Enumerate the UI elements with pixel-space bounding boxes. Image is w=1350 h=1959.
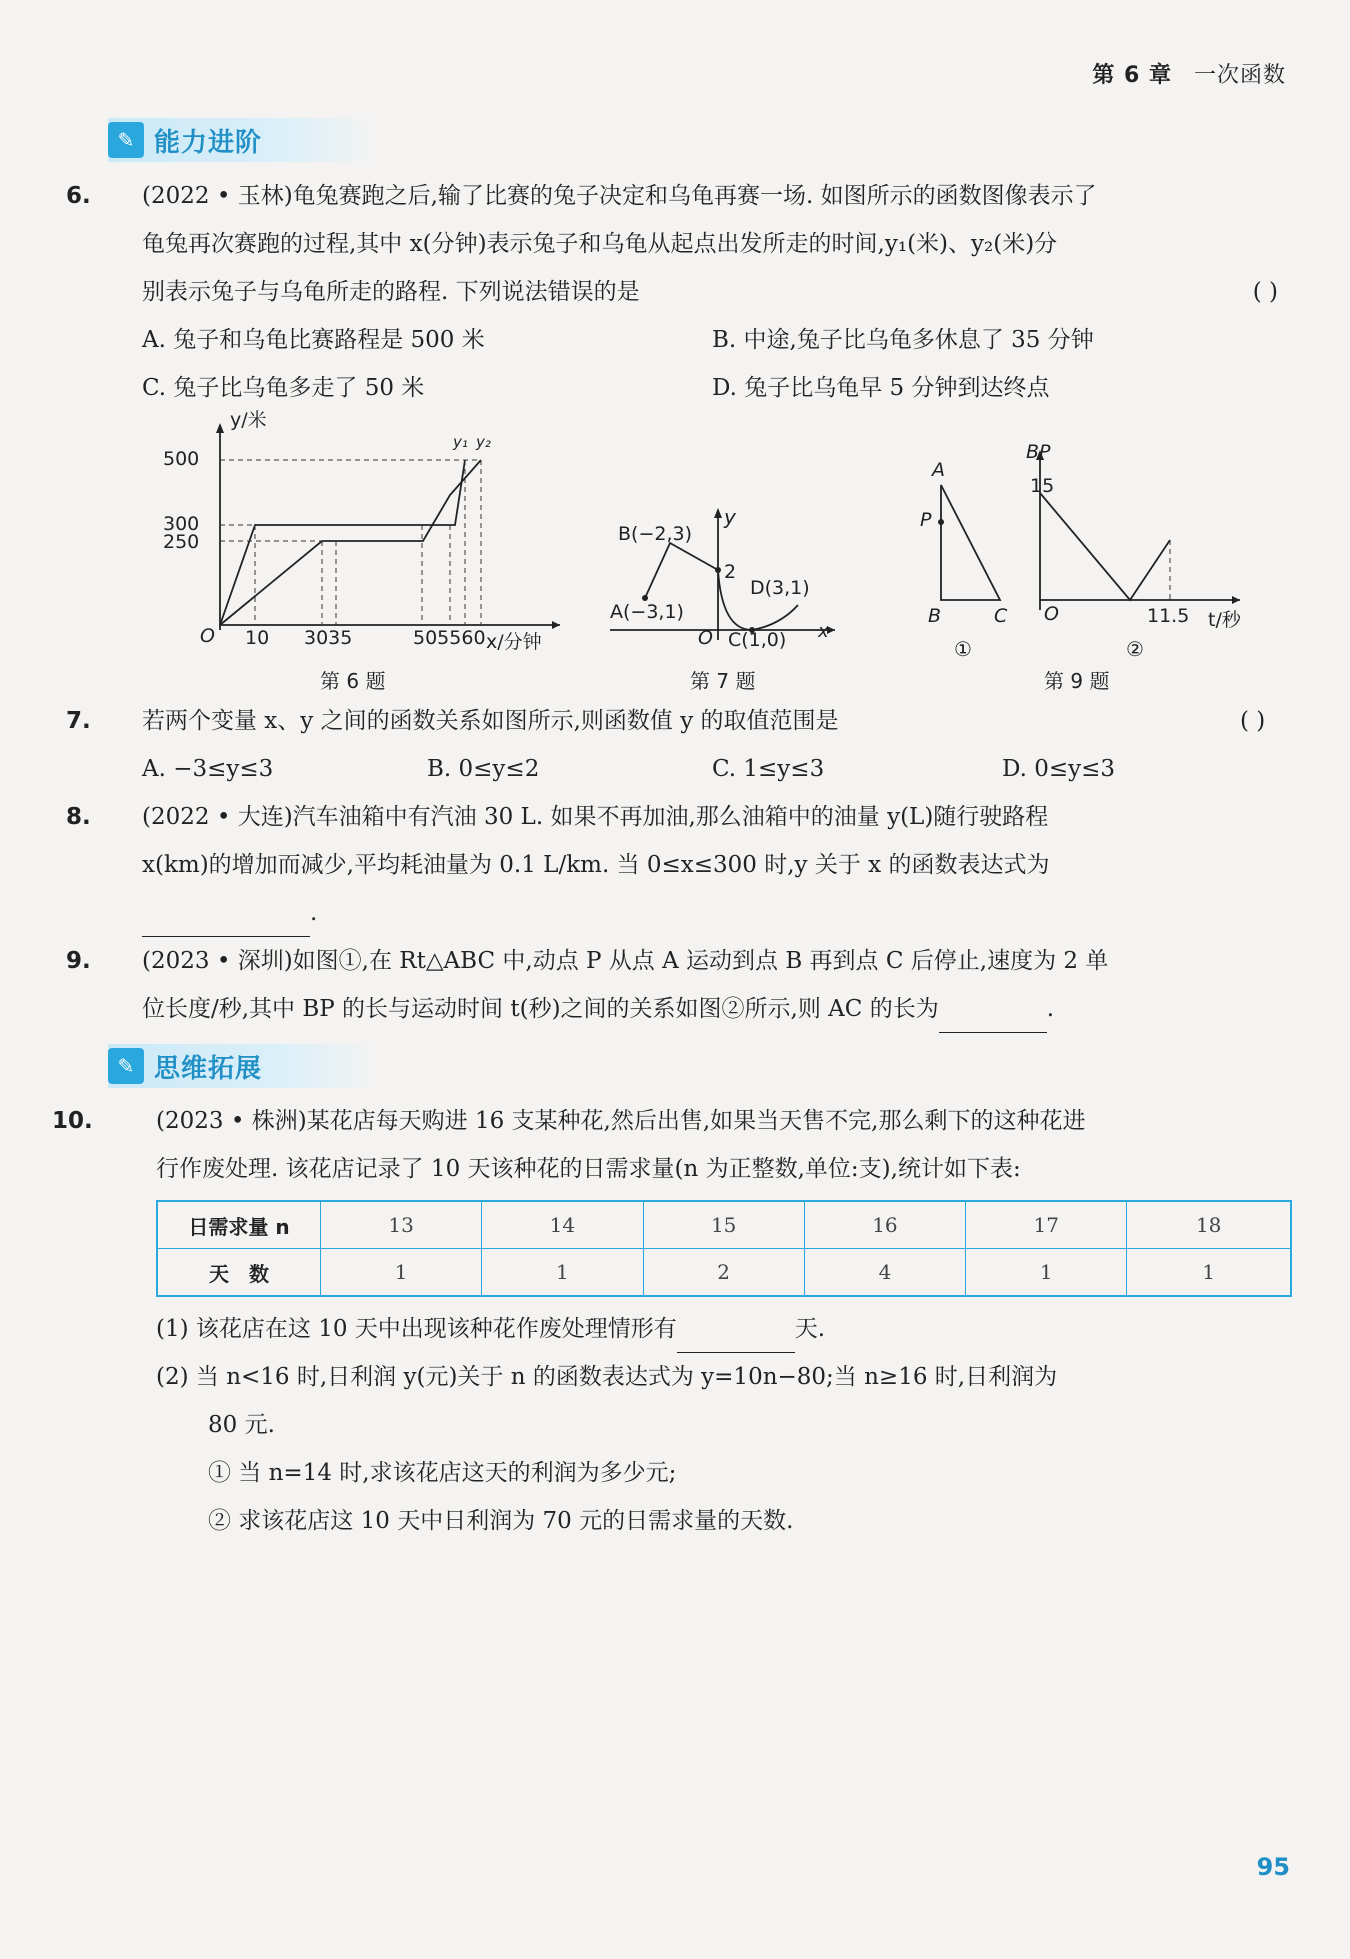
option-b: B. 中途,兔子比乌龟多休息了 35 分钟 xyxy=(712,327,1094,353)
options xyxy=(104,316,1292,412)
table-cell: 18 xyxy=(1127,1201,1291,1249)
question-text: (2022 • 玉林)龟兔赛跑之后,输了比赛的兔子决定和乌龟再赛一场. 如图所示的函数图像表示了 xyxy=(142,183,1097,209)
figure-caption: 第 9 题 xyxy=(1044,669,1110,693)
y-tick-300: 300 xyxy=(163,513,200,535)
triangle-abc xyxy=(941,485,1000,600)
table-cell: 4 xyxy=(804,1249,965,1297)
question-text: (2023 • 株洲)某花店每天购进 16 支某种花,然后出售,如果当天售不完,那么剩下的这种花进 xyxy=(156,1108,1086,1134)
point-p-label: P xyxy=(920,509,932,531)
answer-paren: ( ) xyxy=(1252,279,1278,305)
figure-caption: 第 6 题 xyxy=(320,669,386,693)
x-tick-10: 10 xyxy=(245,627,270,649)
question-text: 行作废处理. 该花店记录了 10 天该种花的日需求量(n 为正整数,单位:支),统计如下表: xyxy=(156,1156,1021,1182)
question-number: 6. xyxy=(66,183,91,209)
vertex-c-label: C xyxy=(994,605,1008,627)
y-tick-15: 15 xyxy=(1030,475,1055,497)
table-cell: 1 xyxy=(321,1249,482,1297)
question-10-subparts: (1) 该花店在这 10 天中出现该种花作废处理情形有 天. (2) 当 n<16 时,日利润 y(元)关于 n 的函数表达式为 y=10n−80;当 n≥16 时,日利润为 80 元. ① 当 n=14 时,求该花店这天的利润为多少元; ② 求该花店这 10 天中日利润为 70 元的日需求量的天数. xyxy=(156,1305,1292,1545)
series-y2-label: y₂ xyxy=(476,433,491,451)
section-header-thinking xyxy=(108,1044,378,1088)
question-text: 别表示兔子与乌龟所走的路程. 下列说法错误的是 xyxy=(142,279,640,305)
segment-ab xyxy=(645,543,718,598)
table-cell: 15 xyxy=(643,1201,804,1249)
section-title: 思维拓展 xyxy=(154,1053,263,1084)
subquestion-2-i: ① 当 n=14 时,求该花店这天的利润为多少元; xyxy=(208,1460,677,1486)
x-tick-11-5: 11.5 xyxy=(1147,605,1190,627)
x-axis-label: x xyxy=(818,621,829,642)
question-10 xyxy=(52,1097,1292,1193)
y-tick-2: 2 xyxy=(724,561,737,583)
series-y1-line xyxy=(220,460,465,625)
answer-blank[interactable] xyxy=(677,1320,795,1353)
figure-9 xyxy=(910,441,1270,693)
subquestion-1: (1) 该花店在这 10 天中出现该种花作废处理情形有 xyxy=(156,1316,677,1342)
table-row-header: 天 数 xyxy=(157,1249,321,1297)
option-d: D. 0≤y≤3 xyxy=(1002,756,1116,782)
option-c: C. 兔子比乌龟多走了 50 米 xyxy=(142,375,425,401)
question-text: 若两个变量 x、y 之间的函数关系如图所示,则函数值 y 的取值范围是 xyxy=(142,708,839,734)
table-row xyxy=(157,1201,1291,1249)
option-a: A. 兔子和乌龟比赛路程是 500 米 xyxy=(142,327,485,353)
option-c: C. 1≤y≤3 xyxy=(712,756,825,782)
table-cell: 2 xyxy=(643,1249,804,1297)
page-number: 95 xyxy=(1256,1853,1290,1881)
table-cell: 16 xyxy=(804,1201,965,1249)
point-d-label: D(3,1) xyxy=(750,577,810,599)
subquestion-2-cont: 80 元. xyxy=(208,1412,275,1438)
subquestion-2: (2) 当 n<16 时,日利润 y(元)关于 n 的函数表达式为 y=10n−80;当 n≥16 时,日利润为 xyxy=(156,1364,1058,1390)
answer-blank[interactable] xyxy=(939,1000,1047,1033)
question-number: 7. xyxy=(66,708,91,734)
y-axis-label: BP xyxy=(1026,441,1051,463)
chapter-number: 第 6 章 xyxy=(1092,63,1172,88)
options xyxy=(104,745,1292,793)
question-text: 位长度/秒,其中 BP 的长与运动时间 t(秒)之间的关系如图②所示,则 AC 的长为 xyxy=(142,996,939,1022)
figure-caption: 第 7 题 xyxy=(690,669,756,693)
origin-label: O xyxy=(1044,603,1059,625)
question-number: 9. xyxy=(66,948,91,974)
section-title: 能力进阶 xyxy=(154,127,263,158)
option-d: D. 兔子比乌龟早 5 分钟到达终点 xyxy=(712,375,1050,401)
question-text: 龟兔再次赛跑的过程,其中 x(分钟)表示兔子和乌龟从起点出发所走的时间,y₁(米)、y₂(米)分 xyxy=(142,231,1058,257)
page-header xyxy=(1092,58,1286,89)
y-axis-label: y/米 xyxy=(230,409,267,431)
bp-graph-line xyxy=(1040,493,1170,600)
table-cell: 17 xyxy=(966,1201,1127,1249)
y-tick-500: 500 xyxy=(163,448,200,470)
x-tick-505560: 505560 xyxy=(413,627,486,649)
subquestion-2-ii: ② 求该花店这 10 天中日利润为 70 元的日需求量的天数. xyxy=(208,1508,794,1534)
y-axis-label: y xyxy=(724,505,736,529)
point-b-label: B(−2,3) xyxy=(618,523,692,545)
vertex-a-label: A xyxy=(932,459,945,481)
table-row-header: 日需求量 n xyxy=(157,1201,321,1249)
chapter-title: 一次函数 xyxy=(1193,63,1286,88)
point-a-label: A(−3,1) xyxy=(610,601,684,623)
question-9: 9. (2023 • 深圳)如图①,在 Rt△ABC 中,动点 P 从点 A 运动到点 B 再到点 C 后停止,速度为 2 单 位长度/秒,其中 BP 的长与运动时间 t(秒)之间的关系如图②所示,则 AC 的长为 . xyxy=(104,937,1292,1033)
question-number: 10. xyxy=(52,1108,93,1134)
question-number: 8. xyxy=(66,804,91,830)
origin-label: O xyxy=(698,627,713,649)
fig6-graph xyxy=(160,415,560,655)
table-row xyxy=(157,1249,1291,1297)
table-cell: 1 xyxy=(1127,1249,1291,1297)
question-6 xyxy=(66,172,1292,412)
question-text: (2022 • 大连)汽车油箱中有汽油 30 L. 如果不再加油,那么油箱中的油量 y(L)随行驶路程 xyxy=(142,804,1049,830)
figure-1-label: ① xyxy=(954,637,972,661)
question-text: x(km)的增加而减少,平均耗油量为 0.1 L/km. 当 0≤x≤300 时,y 关于 x 的函数表达式为 xyxy=(142,852,1050,878)
origin-label: O xyxy=(200,625,215,647)
question-8: 8. (2022 • 大连)汽车油箱中有汽油 30 L. 如果不再加油,那么油箱中的油量 y(L)随行驶路程 x(km)的增加而减少,平均耗油量为 0.1 L/km. 当 0≤x≤300 时,y 关于 x 的函数表达式为 . xyxy=(104,793,1292,937)
option-a: A. −3≤y≤3 xyxy=(142,756,274,782)
pencil-icon: ✎ xyxy=(108,1048,144,1084)
series-y2-line xyxy=(220,460,481,625)
table-cell: 1 xyxy=(966,1249,1127,1297)
x-axis-label: x/分钟 xyxy=(486,631,542,653)
demand-table xyxy=(156,1200,1292,1297)
table-cell: 14 xyxy=(482,1201,643,1249)
x-axis-label: t/秒 xyxy=(1208,609,1241,631)
section-header-ability xyxy=(108,118,378,162)
vertex-b-label: B xyxy=(928,605,942,627)
question-7: 7. 若两个变量 x、y 之间的函数关系如图所示,则函数值 y 的取值范围是 ( ) A. −3≤y≤3 B. 0≤y≤2 C. 1≤y≤3 D. 0≤y≤3 xyxy=(104,697,1292,793)
question-text: (2023 • 深圳)如图①,在 Rt△ABC 中,动点 P 从点 A 运动到点 B 再到点 C 后停止,速度为 2 单 xyxy=(142,948,1109,974)
x-tick-3035: 3035 xyxy=(304,627,353,649)
figure-6 xyxy=(160,409,560,693)
pencil-icon: ✎ xyxy=(108,122,144,158)
table-cell: 13 xyxy=(321,1201,482,1249)
y-tick-250: 250 xyxy=(163,531,200,553)
figure-7 xyxy=(610,505,850,693)
table-cell: 1 xyxy=(482,1249,643,1297)
option-b: B. 0≤y≤2 xyxy=(427,756,540,782)
figure-2-label: ② xyxy=(1126,637,1144,661)
series-y1-label: y₁ xyxy=(453,433,468,451)
answer-blank[interactable] xyxy=(142,904,310,937)
point-c-label: C(1,0) xyxy=(728,629,787,651)
